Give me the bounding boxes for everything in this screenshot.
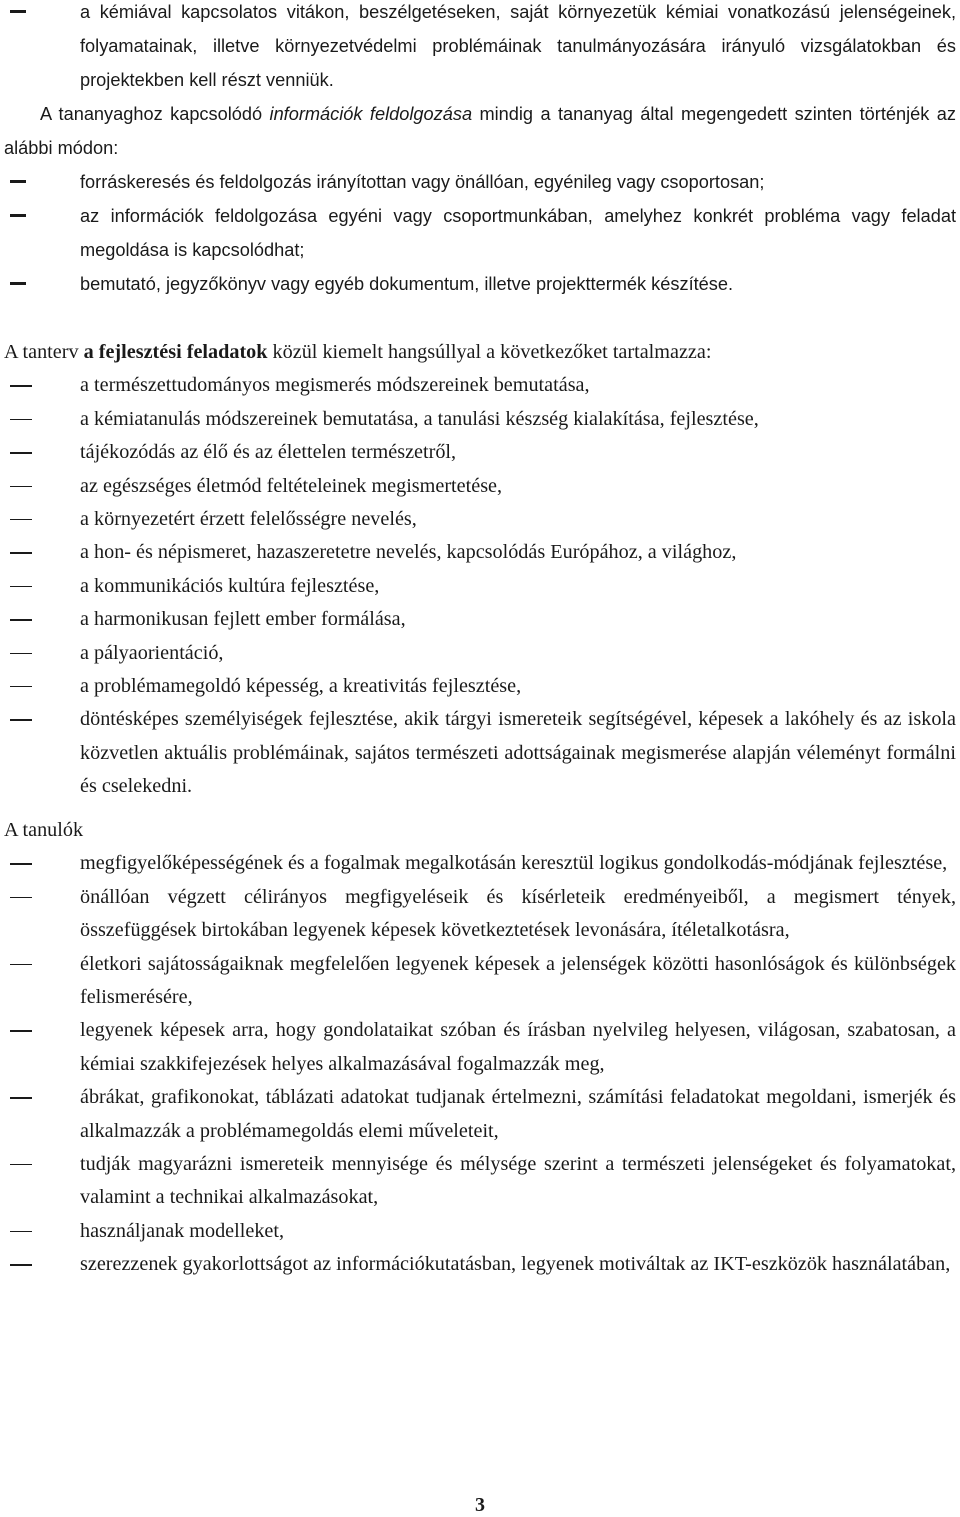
list-item: bemutató, jegyzőkönyv vagy egyéb dokumentum, illetve projekttermék készítése. (4, 267, 956, 301)
tasks-list (4, 369, 956, 803)
students-intro: A tanulók (4, 819, 84, 841)
list-item: tudják magyarázni ismereteik mennyisége és mélysége szerint a természeti jelenségeket és folyamatokat, valamint a technikai alkalmazásokat, (4, 1148, 956, 1215)
list-item: az információk feldolgozása egyéni vagy csoportmunkában, amelyhez konkrét probléma vagy feladat megoldása is kapcsolódhat; (4, 199, 956, 267)
list-item: forráskeresés és feldolgozás irányítottan vagy önállóan, egyénileg vagy csoportosan; (4, 165, 956, 199)
intro-text: A tananyaghoz kapcsolódó (40, 104, 270, 124)
list-item: a kémiatanulás módszereinek bemutatása, a tanulási készség kialakítása, fejlesztése, (4, 403, 956, 436)
list-item: a pályaorientáció, (4, 637, 956, 670)
list-item: az egészséges életmód feltételeinek megismertetése, (4, 470, 956, 503)
list-item: döntésképes személyiségek fejlesztése, akik tárgyi ismereteik segítségével, képesek a lakóhely és az iskola közvetlen aktuális problémáinak, sajátos természeti adottságainak megismerése alapján véleményt formálni és cselekedni. (4, 703, 956, 803)
page-number: 3 (475, 1494, 485, 1516)
intro-text: A tanterv (4, 341, 84, 363)
list-item: legyenek képesek arra, hogy gondolataikat szóban és írásban nyelvileg helyesen, világosan, szabatosan, a kémiai szakkifejezések helyes alkalmazásával fogalmazzák meg, (4, 1014, 956, 1081)
activity-list (4, 0, 956, 97)
list-item: a környezetért érzett felelősségre nevelés, (4, 503, 956, 536)
section-activities (4, 0, 956, 301)
list-item: megfigyelőképességének és a fogalmak megalkotásán keresztül logikus gondolkodás-módjának fejlesztése, (4, 847, 956, 880)
list-item: a hon- és népismeret, hazaszeretetre nevelés, kapcsolódás Európához, a világhoz, (4, 536, 956, 569)
processing-intro (4, 97, 956, 165)
list-item: a kémiával kapcsolatos vitákon, beszélgetéseken, saját környezetük kémiai vonatkozású jelenségeinek, folyamatainak, illetve környezetvédelmi problémáinak tanulmányozására irányuló vizsgálatokban és projektekben kell részt venniük. (4, 0, 956, 97)
students-list (4, 847, 956, 1281)
processing-list (4, 165, 956, 301)
list-item: tájékozódás az élő és az élettelen természetről, (4, 436, 956, 469)
intro-emphasis: információk feldolgozása (269, 104, 473, 124)
list-item: szerezzenek gyakorlottságot az információkutatásban, legyenek motiváltak az IKT-eszközök használatában, (4, 1248, 956, 1281)
list-item: ábrákat, grafikonokat, táblázati adatokat tudjanak értelmezni, számítási feladatokat megoldani, ismerjék és alkalmazzák a problémamegoldás elemi műveleteit, (4, 1081, 956, 1148)
list-item: a problémamegoldó képesség, a kreativitás fejlesztése, (4, 670, 956, 703)
list-item: a kommunikációs kultúra fejlesztése, (4, 570, 956, 603)
intro-text: mindig a tananyag által megengedett szinten történjék az alábbi módon: (4, 104, 956, 158)
list-item: használjanak modelleket, (4, 1215, 956, 1248)
section-development-tasks (4, 336, 956, 804)
list-item: a harmonikusan fejlett ember formálása, (4, 603, 956, 636)
intro-text: közül kiemelt hangsúllyal a következőket tartalmazza: (267, 341, 712, 363)
list-item: önállóan végzett célirányos megfigyeléseik és kísérleteik eredményeiből, a megismert tények, összefüggések birtokában legyenek képesek következtetések levonására, ítéletalkotásra, (4, 881, 956, 948)
list-item: életkori sajátosságaiknak megfelelően legyenek képesek a jelenségek közötti hasonlóságok és különbségek felismerésére, (4, 948, 956, 1015)
list-item: a természettudományos megismerés módszereinek bemutatása, (4, 369, 956, 402)
intro-bold: a fejlesztési feladatok (83, 341, 268, 363)
tasks-intro (4, 336, 956, 369)
section-students (4, 814, 956, 1282)
